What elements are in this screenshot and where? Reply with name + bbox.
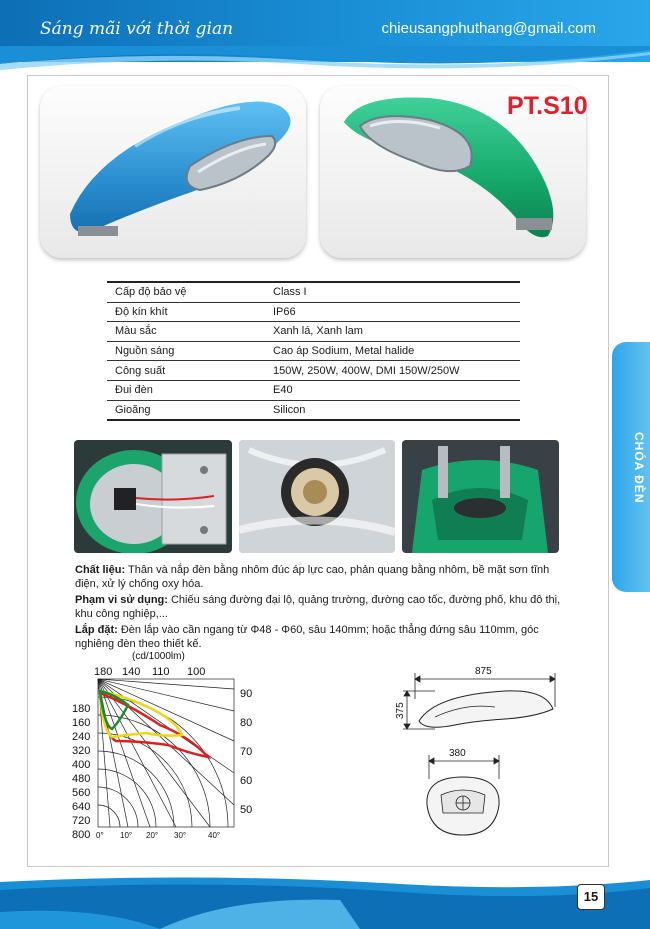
table-row xyxy=(107,322,520,342)
install-label: Lắp đặt: xyxy=(75,624,118,636)
right-tick-label: 60 xyxy=(240,775,253,787)
spec-label: Nguồn sáng xyxy=(107,341,265,361)
top-tick-label: 100 xyxy=(187,666,206,678)
material-paragraph xyxy=(75,563,570,592)
spec-value: Silicon xyxy=(265,400,520,420)
install-text: Đèn lắp vào cần ngang từ Φ48 - Φ60, sâu 140mm; hoặc thẳng đứng sâu 110mm, góc nghiêng đèn theo thiết kế. xyxy=(75,624,539,651)
spec-label: Đui đèn xyxy=(107,380,265,400)
dimension-height: 375 xyxy=(395,702,406,719)
spec-value: Class I xyxy=(265,282,520,302)
side-tab xyxy=(612,342,650,592)
left-tick-label: 160 xyxy=(72,717,91,729)
left-tick-label: 560 xyxy=(72,787,91,799)
product-photo-blue xyxy=(40,86,306,258)
spec-label: Công suất xyxy=(107,361,265,381)
spec-label: Độ kín khít xyxy=(107,302,265,322)
header-wave-decoration xyxy=(0,46,650,76)
table-row xyxy=(107,341,520,361)
table-row xyxy=(107,361,520,381)
spec-value: Xanh lá, Xanh lam xyxy=(265,322,520,342)
page-number: 15 xyxy=(577,884,605,910)
left-tick-label: 180 xyxy=(72,703,91,715)
dimension-length: 875 xyxy=(475,666,492,677)
detail-photo-mount xyxy=(402,440,559,553)
spec-label: Màu sắc xyxy=(107,322,265,342)
top-tick-label: 180 xyxy=(94,666,113,678)
material-text: Thân và nắp đèn bằng nhôm đúc áp lực cao, phản quang bằng nhôm, bề mặt sơn tĩnh điện, xử lý chống oxy hóa. xyxy=(75,564,550,591)
header-slogan: Sáng mãi với thời gian xyxy=(40,19,234,39)
scope-label: Phạm vi sử dụng: xyxy=(75,594,168,606)
bottom-tick-label: 20° xyxy=(146,831,159,840)
product-model-code: PT.S10 xyxy=(507,92,588,120)
left-tick-label: 720 xyxy=(72,815,91,827)
bottom-tick-label: 0° xyxy=(96,831,104,840)
left-tick-label: 240 xyxy=(72,731,91,743)
left-tick-label: 400 xyxy=(72,759,91,771)
right-tick-label: 80 xyxy=(240,717,253,729)
table-row xyxy=(107,380,520,400)
bottom-tick-label: 10° xyxy=(120,831,133,840)
bottom-tick-label: 30° xyxy=(174,831,187,840)
spec-label: Gioăng xyxy=(107,400,265,420)
dimension-drawing xyxy=(395,655,565,845)
specs-table xyxy=(107,281,520,421)
dimension-width: 380 xyxy=(449,748,466,759)
photometric-diagram xyxy=(60,645,270,840)
spec-value: Cao áp Sodium, Metal halide xyxy=(265,341,520,361)
right-tick-label: 90 xyxy=(240,688,253,700)
right-tick-label: 70 xyxy=(240,746,253,758)
spec-label: Cấp độ bảo vệ xyxy=(107,282,265,302)
scope-paragraph xyxy=(75,593,570,622)
left-tick-label: 800 xyxy=(72,829,91,840)
header-bar xyxy=(0,0,650,62)
top-tick-label: 110 xyxy=(152,666,170,678)
left-tick-label: 640 xyxy=(72,801,91,813)
material-label: Chất liệu: xyxy=(75,564,126,576)
left-tick-label: 320 xyxy=(72,745,91,757)
top-tick-label: 140 xyxy=(122,666,141,678)
spec-value: 150W, 250W, 400W, DMI 150W/250W xyxy=(265,361,520,381)
detail-photo-wiring xyxy=(74,440,232,553)
left-tick-label: 480 xyxy=(72,773,91,785)
header-email: chieusangphuthang@gmail.com xyxy=(381,20,596,37)
table-row xyxy=(107,400,520,420)
spec-value: E40 xyxy=(265,380,520,400)
footer-band xyxy=(0,876,650,929)
table-row xyxy=(107,302,520,322)
scope-text: Chiếu sáng đường đại lộ, quảng trường, đường cao tốc, đường phố, khu đô thị, khu công nghiệp,... xyxy=(75,594,561,621)
photometric-unit: (cd/1000lm) xyxy=(132,651,185,662)
bottom-tick-label: 40° xyxy=(208,831,221,840)
detail-photo-socket xyxy=(239,440,395,553)
right-tick-label: 50 xyxy=(240,804,253,816)
spec-value: IP66 xyxy=(265,302,520,322)
side-tab-label: CHÓA ĐÈN xyxy=(632,432,646,504)
table-row xyxy=(107,282,520,302)
